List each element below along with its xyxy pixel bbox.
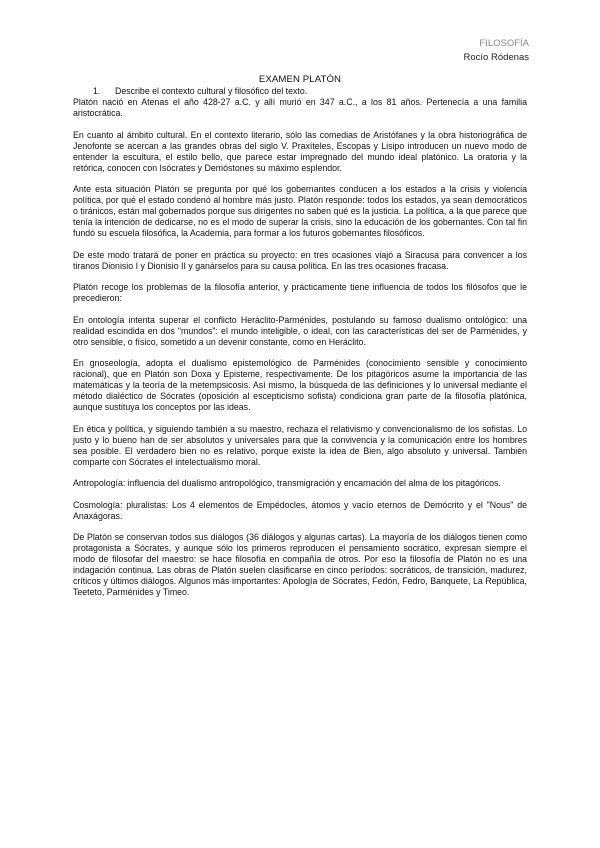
paragraph-cosmology: Cosmología: pluralistas: Los 4 elementos de Empédocles, átomos y vacío eternos de Demócrito y el "Nous" de Anaxágoras. <box>73 499 527 521</box>
question-heading <box>93 86 527 97</box>
paragraph-ontology: En ontología intenta superar el conflicto Heráclito-Parménides, postulando su famoso dualismo ontológico: una realidad escindida en dos "mundos": el mundo inteligible, o ideal, con las características del ser de Parménides, y otro sensible, o físico, sometido a un devenir constante, como en Heráclito. <box>73 314 527 347</box>
subject-label: FILOSOFÍA <box>479 38 529 49</box>
paragraph-works: De Platón se conservan todos sus diálogos (36 diálogos y algunas cartas). La mayoría de los diálogos tienen como protagonista a Sócrates, y aunque sólo los primeros reproducen el pensamiento socrático, expresan siempre el modo de filosofar del maestro: se hace filosofía en compañía de otros. Por eso la filosofía de Platón no es una indagación continua. Las obras de Platón suelen clasificarse en cinco períodos: socráticos, de transición, madurez, críticos y últimos diálogos. Algunos más importantes: Apología de Sócrates, Fedón, Fedro, Banquete, La República, Teeteto, Parménides y Timeo. <box>73 532 527 597</box>
paragraph-anthropology: Antropología: influencia del dualismo antropológico, transmigración y encarnación del alma de los pitagóricos. <box>73 478 501 488</box>
exam-title: EXAMEN PLATÓN <box>258 74 342 85</box>
paragraph-cultural: En cuanto al ámbito cultural. En el contexto literario, sólo las comedias de Aristófanes y la obra historiográfica de Jenofonte se acercan a las grandes obras del siglo V. Praxíteles, Escopas y Lisipo introducen un nuevo modo de entender la escultura, el estilo bello, que parece estar impregnado del mundo ideal platónico. La oratoria y la retórica, conocen con Isócrates y Demóstones su máximo esplendor. <box>73 129 527 173</box>
paragraph-syracuse: De este modo tratará de poner en práctica su proyecto: en tres ocasiones viajó a Siracusa para convencer a los tiranos Dionisio I y Dionisio II y ganárselos para su causa política. En las tres ocasiones fracasa. <box>73 249 527 271</box>
paragraph-influences: Platón recoge los problemas de la filosofía anterior, y prácticamente tiene influencia de todos los filósofos que le precedieron: <box>73 282 527 303</box>
document-body <box>73 86 527 609</box>
page-header <box>464 37 529 65</box>
question-number: 1. <box>93 86 101 96</box>
paragraph-gnoseology: En gnoseología, adopta el dualismo epistemológico de Parménides (conocimiento sensible y conocimiento racional), que en Platón son Doxa y Episteme, respectivamente. De los pitagóricos asume la importancia de las matemáticas y la teoría de la metempsicosis. Así mismo, la búsqueda de las definiciones y lo universal mediante el método dialéctico de Sócrates (oposición al escepticismo sofista) condiciona gran parte de la filosofía platónica, aunque sustituya los conceptos por las ideas. <box>73 358 527 412</box>
paragraph-ethics: En ética y política, y siguiendo también a su maestro, rechaza el relativismo y convencionalismo de los sofistas. Lo justo y lo bueno han de ser absolutos y universales para que la convivencia y la comunicación entre los hombres sea posible. El verdadero bien no es relativo, porque existe la idea de Bien, algo absoluto y universal. También comparte con Sócrates el intelectualismo moral. <box>73 423 527 467</box>
paragraph-birth: Platón nació en Atenas el año 428-27 a.C. y allí murió en 347 a.C., a los 81 años. Pertenecía a una familia aristocrática. <box>73 97 527 118</box>
paragraph-political: Ante esta situación Platón se pregunta por qué los gobernantes conducen a los estados a la crisis y violencia política, por qué el estado condenó al hombre más justo. Platón responde: todos los estados, ya sean democráticos o tiránicos, están mal gobernados porque sus dirigentes no saben qué es la justicia. La política, a la que parece que tenía la intención de dedicarse, no es el modo de superar la crisis, sino la educación de los gobernantes. Con tal fin fundó su escuela filosófica, la Academia, para formar a los futuros gobernantes filosóficos. <box>73 184 527 238</box>
question-text: Describe el contexto cultural y filosófico del texto. <box>115 86 308 96</box>
author-name: Rocío Ródenas <box>463 52 529 63</box>
